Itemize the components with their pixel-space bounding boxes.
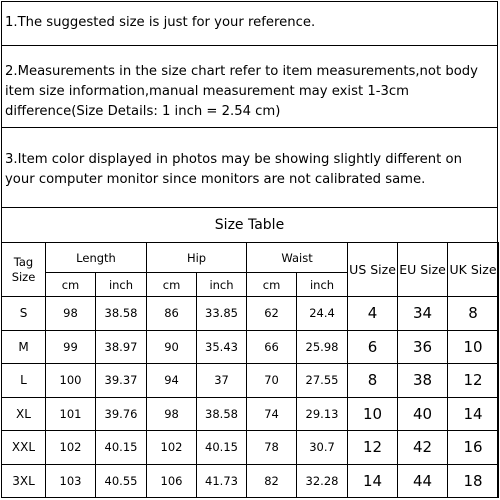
uk-size-cell: 16 (448, 431, 499, 465)
length-inch-header: inch (96, 273, 147, 297)
hip-inch-header: inch (197, 273, 247, 297)
eu-size-cell: 42 (398, 431, 448, 465)
length-inch-cell: 40.55 (96, 464, 147, 498)
us-size-cell: 14 (348, 464, 398, 498)
waist-cm-cell: 82 (247, 464, 297, 498)
eu-size-header: EU Size (398, 243, 448, 297)
eu-size-cell: 40 (398, 397, 448, 431)
uk-size-cell: 8 (448, 297, 499, 331)
waist-cm-cell: 66 (247, 330, 297, 364)
tag-size-cell: M (2, 330, 46, 364)
hip-cm-header: cm (147, 273, 197, 297)
hip-inch-cell: 37 (197, 364, 247, 398)
waist-inch-header: inch (297, 273, 348, 297)
length-cm-cell: 103 (46, 464, 96, 498)
us-size-header: US Size (348, 243, 398, 297)
waist-inch-cell: 27.55 (297, 364, 348, 398)
uk-size-cell: 18 (448, 464, 499, 498)
length-inch-cell: 38.58 (96, 297, 147, 331)
us-size-cell: 6 (348, 330, 398, 364)
length-cm-cell: 100 (46, 364, 96, 398)
eu-size-cell: 34 (398, 297, 448, 331)
table-row (2, 364, 499, 398)
uk-size-cell: 14 (448, 397, 499, 431)
note-color: 3.Item color displayed in photos may be showing slightly different on your computer monitor since monitors are not calibrated same. (1, 128, 498, 208)
table-row (2, 297, 499, 331)
length-inch-cell: 39.76 (96, 397, 147, 431)
table-row (2, 464, 499, 498)
table-row (2, 397, 499, 431)
hip-cm-cell: 98 (147, 397, 197, 431)
length-cm-header: cm (46, 273, 96, 297)
eu-size-cell: 38 (398, 364, 448, 398)
size-table (1, 242, 499, 498)
waist-inch-cell: 30.7 (297, 431, 348, 465)
length-inch-cell: 39.37 (96, 364, 147, 398)
waist-cm-header: cm (247, 273, 297, 297)
hip-cm-cell: 86 (147, 297, 197, 331)
hip-cm-cell: 102 (147, 431, 197, 465)
waist-cm-cell: 62 (247, 297, 297, 331)
length-inch-cell: 38.97 (96, 330, 147, 364)
waist-cm-cell: 74 (247, 397, 297, 431)
us-size-cell: 12 (348, 431, 398, 465)
length-inch-cell: 40.15 (96, 431, 147, 465)
length-cm-cell: 99 (46, 330, 96, 364)
note-measurements: 2.Measurements in the size chart refer to item measurements,not body item size information,manual measurement may exist 1-3cm difference(Size Details: 1 inch = 2.54 cm) (1, 46, 498, 128)
hip-cm-cell: 94 (147, 364, 197, 398)
uk-size-header: UK Size (448, 243, 499, 297)
tag-label: Tag (13, 254, 34, 269)
waist-inch-cell: 25.98 (297, 330, 348, 364)
tag-size-cell: L (2, 364, 46, 398)
tag-size-header (2, 243, 46, 297)
waist-inch-cell: 29.13 (297, 397, 348, 431)
table-row (2, 330, 499, 364)
uk-size-cell: 12 (448, 364, 499, 398)
waist-cm-cell: 70 (247, 364, 297, 398)
hip-inch-cell: 40.15 (197, 431, 247, 465)
hip-inch-cell: 38.58 (197, 397, 247, 431)
length-cm-cell: 101 (46, 397, 96, 431)
note-reference: 1.The suggested size is just for your reference. (1, 1, 498, 46)
hip-inch-cell: 41.73 (197, 464, 247, 498)
tag-size-cell: XL (2, 397, 46, 431)
tag-size-cell: S (2, 297, 46, 331)
length-cm-cell: 98 (46, 297, 96, 331)
us-size-cell: 10 (348, 397, 398, 431)
waist-cm-cell: 78 (247, 431, 297, 465)
size-table-title: Size Table (1, 208, 498, 243)
waist-inch-cell: 32.28 (297, 464, 348, 498)
length-cm-cell: 102 (46, 431, 96, 465)
waist-inch-cell: 24.4 (297, 297, 348, 331)
hip-cm-cell: 90 (147, 330, 197, 364)
uk-size-cell: 10 (448, 330, 499, 364)
eu-size-cell: 44 (398, 464, 448, 498)
table-row (2, 431, 499, 465)
tag-size-cell: XXL (2, 431, 46, 465)
us-size-cell: 8 (348, 364, 398, 398)
hip-inch-cell: 35.43 (197, 330, 247, 364)
tag-size-cell: 3XL (2, 464, 46, 498)
us-size-cell: 4 (348, 297, 398, 331)
waist-header: Waist (247, 243, 348, 273)
hip-header: Hip (147, 243, 247, 273)
hip-cm-cell: 106 (147, 464, 197, 498)
length-header: Length (46, 243, 147, 273)
hip-inch-cell: 33.85 (197, 297, 247, 331)
eu-size-cell: 36 (398, 330, 448, 364)
size-label: Size (11, 269, 36, 284)
